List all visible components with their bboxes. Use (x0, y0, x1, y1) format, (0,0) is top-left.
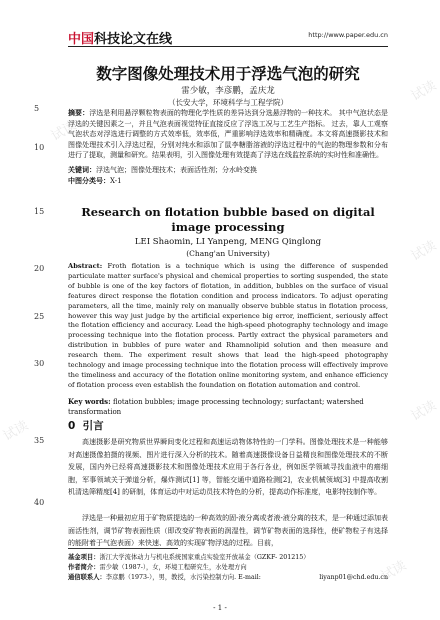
watermark: 试读 (408, 398, 440, 425)
line-number: 15 (34, 207, 45, 216)
page-number: - 1 - (213, 604, 227, 612)
watermark: 试读 (408, 238, 440, 265)
site-logo: 中国科技论文在线 (68, 32, 173, 47)
watermark: 试读 (408, 78, 440, 105)
intro-paragraph-1: 高速摄影是研究物质世界瞬间变化过程和高速运动物体特性的一门学科。图像处理技术是一种能够对高速摄像拍摄的视频、图片进行深入分析的技术。随着高速摄像设备日益精良和图像处理技术的不断发展，国内外已经将高速摄影技术和图像处理技术应用于各行各业，例如医学领域寻找血液中的癌细胞，军事领域关于弹道分析，爆炸测试[1] 等，智能交通中道路检测[2]，农业机械领域[3] 中提高收割机清选筛精度[4] 的研制，体育运动中对运动员技术特色的分析，提高动作标准度，电影特技制作等。 (68, 438, 388, 497)
cn-authors: 雷少敏，李彦鹏，孟庆龙 (181, 86, 275, 96)
line-number: 40 (34, 498, 45, 507)
footnote-divider (68, 548, 178, 549)
watermark: 试读 (48, 118, 80, 145)
line-number: 25 (34, 312, 45, 321)
cn-clc: 中图分类号：X-1 (68, 177, 122, 185)
cn-abstract: 摘要：浮选是利用悬浮颗粒物表面的物理化学性质的差异达到分选悬浮物的一种技术。 其中气泡状态是浮选的关键因素之一，并且气泡表面视觉特征直接反应了浮选工况与工艺生产指标。 过去，靠人工观察气泡状态对浮选进行调整的方式效率低，效率低，严重影响浮选效率和精确度。本文将高速摄影技术和图像处理技术引入浮选过程，分别对纯水和添加了鼠李糖脂溶液的浮选过程中的气泡的物理参数和分布进行了提取，测量和研究。结果表明，引入图像处理有效提高了浮选在线监控系统的实时性和准确性。 (68, 109, 388, 160)
section-heading: 0 引言 (68, 420, 104, 432)
en-keywords: Key words: flotation bubbles; image processing technology; surfactant; watershed transformation (68, 397, 364, 416)
line-number: 30 (34, 359, 45, 368)
cn-keywords: 关键词：浮选气泡；图像处理技术；表面活性剂；分水岭变换 (68, 166, 257, 174)
watermark: 试读 (378, 558, 410, 585)
watermark: 试读 (0, 418, 32, 445)
cn-affiliation: （长安大学，环境科学与工程学院） (168, 98, 288, 107)
line-number: 20 (34, 264, 45, 273)
en-title: Research on flotation bubble based on digital image processing (81, 205, 375, 234)
page-header (68, 22, 388, 47)
intro-paragraph-2: 浮选是一种最初应用于矿物质提选的一种高效的固-液分离或者液-液分离的技术，是一种通过添加表面活性剂，调节矿物表面性质（即改变矿物表面的润湿性，调节矿物表面的选择性，使矿物粒子有选择的能附着于气泡表面）来快速、高效的实现矿物浮选的过程。目前， (68, 514, 388, 548)
line-number: 35 (34, 436, 45, 445)
line-number: 10 (34, 143, 45, 152)
line-number: 5 (34, 104, 40, 113)
cn-title: 数字图像处理技术用于浮选气泡的研究 (96, 65, 360, 83)
en-authors: LEI Shaomin, LI Yanpeng, MENG Qinglong (134, 237, 322, 247)
footnote-contact: 通信联系人：李彦鹏（1973-），男，教授，水污染控制方向. E-mail: liyanp01@chd.edu.cn (68, 574, 388, 581)
en-affiliation: (Chang'an University) (186, 249, 270, 258)
footnote-author: 作者简介：雷少敏（1987-），女，环境工程研究生，水处理方向 (68, 564, 247, 571)
en-abstract: Abstract: Froth flotation is a technique which is using the difference of suspended particulate matter surface's physical and chemical properties to sorting suspended, the state of bubble is one of the key factors of flotation, in addition, bubbles on the surface of visual features direct response the flotation condition and process indicators. To adjust operating parameters, all the time, mainly rely on manually observe bubble status in flotation process, however this way just judge by the artificial experience big error, inefficient, seriously affect the flotation efficiency and accuracy. Lead the high-speed photography technology and image processing technique into the flotation process. Partly extract the physical parameters and distribution in bubbles of pure water and Rhamnolipid solution and then measure and research them. The experiment result shows that lead the high-speed photography technology and image processing technique into the flotation process will effectively improve the timeliness and accuracy of the flotation online monitoring system, and enhance efficiency of flotation process even establish the foundation on flotation automation and control. (68, 262, 388, 389)
contact-email[interactable]: liyanp01@chd.edu.cn (319, 574, 388, 581)
footnote-fund: 基金项目：浙江大学流体动力与机电系统国家重点实验室开放基金（GZKF- 201215） (68, 554, 310, 561)
site-url: http://www.paper.edu.cn (308, 31, 388, 39)
